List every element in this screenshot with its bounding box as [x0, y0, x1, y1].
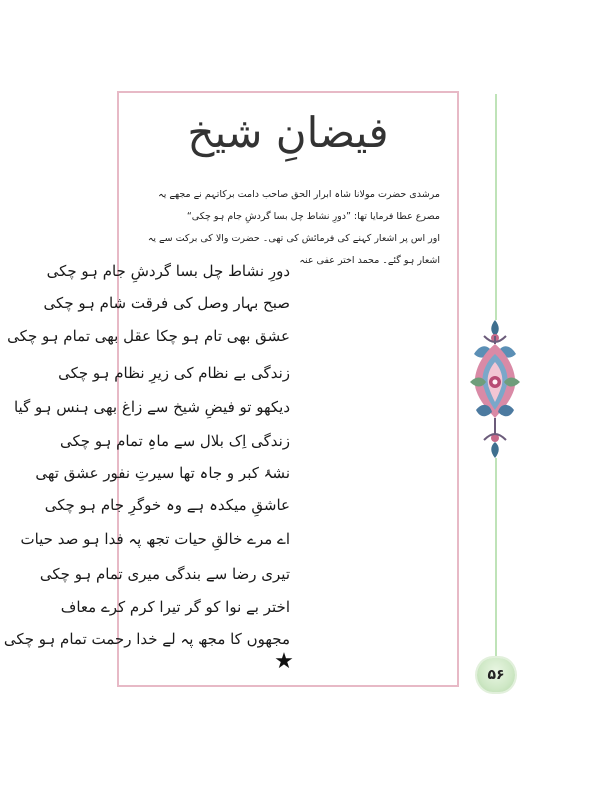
verse-line: زندگی بے نظام کی زیرِ نظام ہو چکی [58, 364, 290, 382]
verse-line: تیری رضا سے بندگی میری تمام ہو چکی [39, 565, 290, 583]
verse-line: عشق بھی تام ہو چکا عقل بھی تمام ہو چکی [7, 327, 290, 345]
verse-line: مجھوں کا مجھ پہ لے خدا رحمت تمام ہو چکی [3, 630, 290, 648]
verse-line: دورِ نشاط چل بسا گردشِ جام ہو چکی [46, 262, 290, 280]
page-frame [117, 91, 459, 687]
verse-line: عاشقِ میکدہ ہے وہ خوگرِ جام ہو چکی [44, 496, 290, 514]
floral-ornament-icon [466, 318, 524, 460]
intro-line-2: اور اس پر اشعار کہنے کی فرمائش کی تھی۔ حضرت والا کی برکت سے یہ اشعار ہو گئے۔ محمد اختر عفی عنہ [147, 233, 440, 266]
verse-line: اختر بے نوا کو گر تیرا کرم کرے معاف [60, 598, 290, 616]
verse-line: زندگی اِک بلال سے ماہِ تمام ہو چکی [60, 432, 290, 450]
star-icon: ★ [274, 649, 294, 674]
verse-line: دیکھو تو فیضِ شیخ سے زاغ بھی ہنس ہو گیا [13, 398, 290, 416]
margin-line-top [495, 94, 497, 320]
intro-line-1: مرشدی حضرت مولانا شاہ ابرار الحق صاحب دامت برکاتہم نے مجھے یہ مصرع عطا فرمایا تھا: ”دورِ نشاط چل بسا گردشِ جام ہو چکی“ [158, 189, 440, 222]
page-number-badge [477, 658, 515, 692]
page-number: ۵۶ [487, 667, 505, 683]
verse-line: صبح بہار وصل کی فرقت شام ہو چکی [43, 294, 290, 312]
intro-text [140, 184, 440, 272]
page-title: فیضانِ شیخ [187, 108, 389, 157]
margin-line-bottom [495, 458, 497, 658]
verse-line: اے مرے خالقِ حیات تجھ پہ فدا ہو صد حیات [20, 530, 290, 548]
verse-line: نشۂ کبر و جاہ تھا سیرتِ نفور عشق تھی [35, 464, 290, 482]
